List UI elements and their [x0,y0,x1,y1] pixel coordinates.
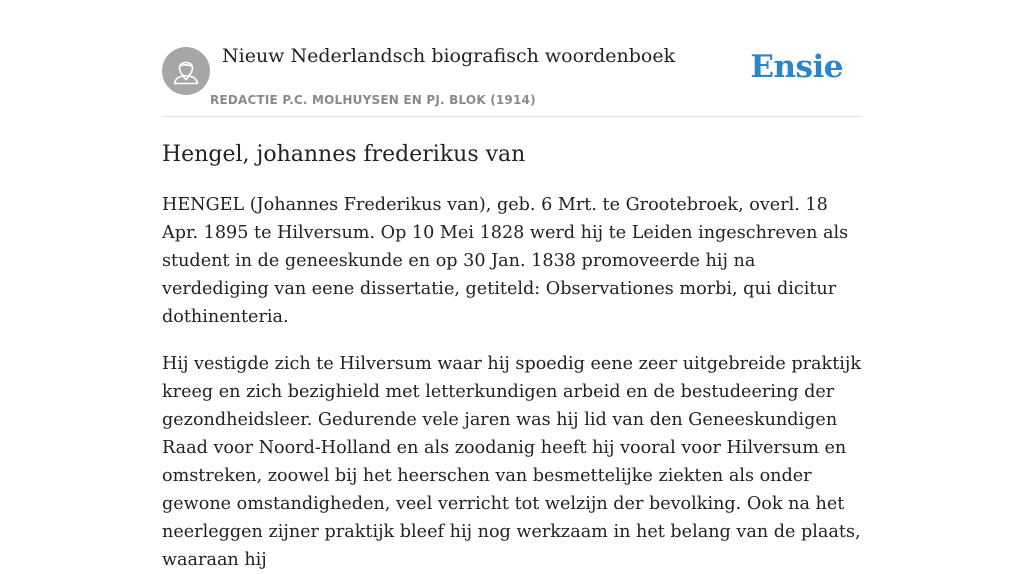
source-header [162,0,862,117]
user-placeholder-icon[interactable] [162,47,210,95]
source-title[interactable]: Nieuw Nederlandsch biografisch woordenboek [222,45,676,67]
article-paragraph: Hij vestigde zich te Hilversum waar hij spoedig eene zeer uitgebreide praktijk kreeg en zich bezighield met letterkundigen arbeid en de bestudeering der gezondheidsleer. Gedurende vele jaren was hij lid van den Geneeskundigen Raad voor Noord-Holland en als zoodanig heeft hij vooral voor Hilversum en omstreken, zoowel bij het heerschen van besmettelijke ziekten als onder gewone omstandigheden, veel verricht tot welzijn der bevolking. Ook na het neerleggen zijner praktijk bleef hij nog werkzaam in het belang van de plaats, waaraan hij [162,354,862,570]
article-title: Hengel, johannes frederikus van [162,142,526,167]
article-paragraph: HENGEL (Johannes Frederikus van), geb. 6 Mrt. te Grootebroek, overl. 18 Apr. 1895 te Hilversum. Op 10 Mei 1828 werd hij te Leiden ingeschreven als student in de geneeskunde en op 30 Jan. 1838 promoveerde hij na verdediging van eene dissertatie, getiteld: Observationes morbi, qui dicitur dothinenteria. [162,195,849,327]
article [162,116,862,574]
ensie-logo[interactable]: Ensie [750,49,843,85]
source-editors: REDACTIE P.C. MOLHUYSEN EN PJ. BLOK (1914) [210,93,536,107]
